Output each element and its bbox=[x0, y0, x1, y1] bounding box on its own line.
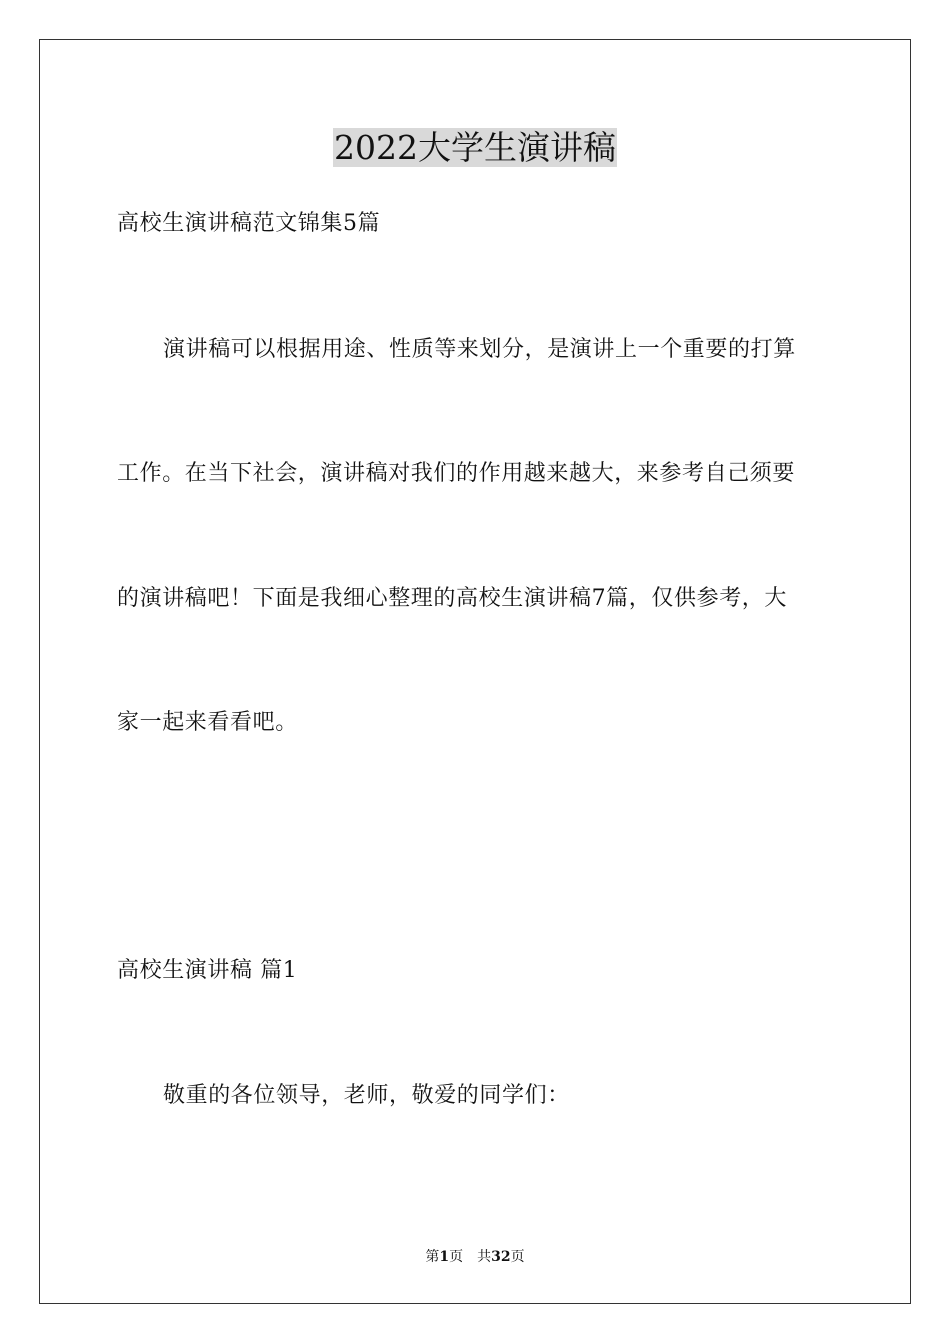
page-suffix: 页 bbox=[449, 1249, 464, 1265]
intro-line-1: 演讲稿可以根据用途、性质等来划分，是演讲上一个重要的打算 bbox=[163, 337, 796, 362]
page-footer bbox=[0, 1248, 950, 1266]
total-prefix: 共 bbox=[477, 1249, 492, 1265]
total-pages: 32 bbox=[491, 1249, 511, 1265]
intro-line-4: 家一起来看看吧。 bbox=[117, 710, 298, 735]
section-heading: 高校生演讲稿 篇1 bbox=[117, 958, 298, 983]
speech-greeting: 敬重的各位领导，老师，敬爱的同学们： bbox=[163, 1083, 570, 1108]
intro-line-3: 的演讲稿吧！下面是我细心整理的高校生演讲稿7篇，仅供参考，大 bbox=[117, 586, 787, 611]
document-subtitle: 高校生演讲稿范文锦集5篇 bbox=[117, 211, 381, 236]
page-prefix: 第 bbox=[425, 1249, 440, 1265]
total-suffix: 页 bbox=[510, 1249, 525, 1265]
document-title bbox=[0, 126, 950, 170]
page-number: 1 bbox=[439, 1249, 450, 1265]
document-title-text: 2022大学生演讲稿 bbox=[334, 128, 616, 167]
intro-line-2: 工作。在当下社会，演讲稿对我们的作用越来越大，来参考自己须要 bbox=[117, 461, 796, 486]
